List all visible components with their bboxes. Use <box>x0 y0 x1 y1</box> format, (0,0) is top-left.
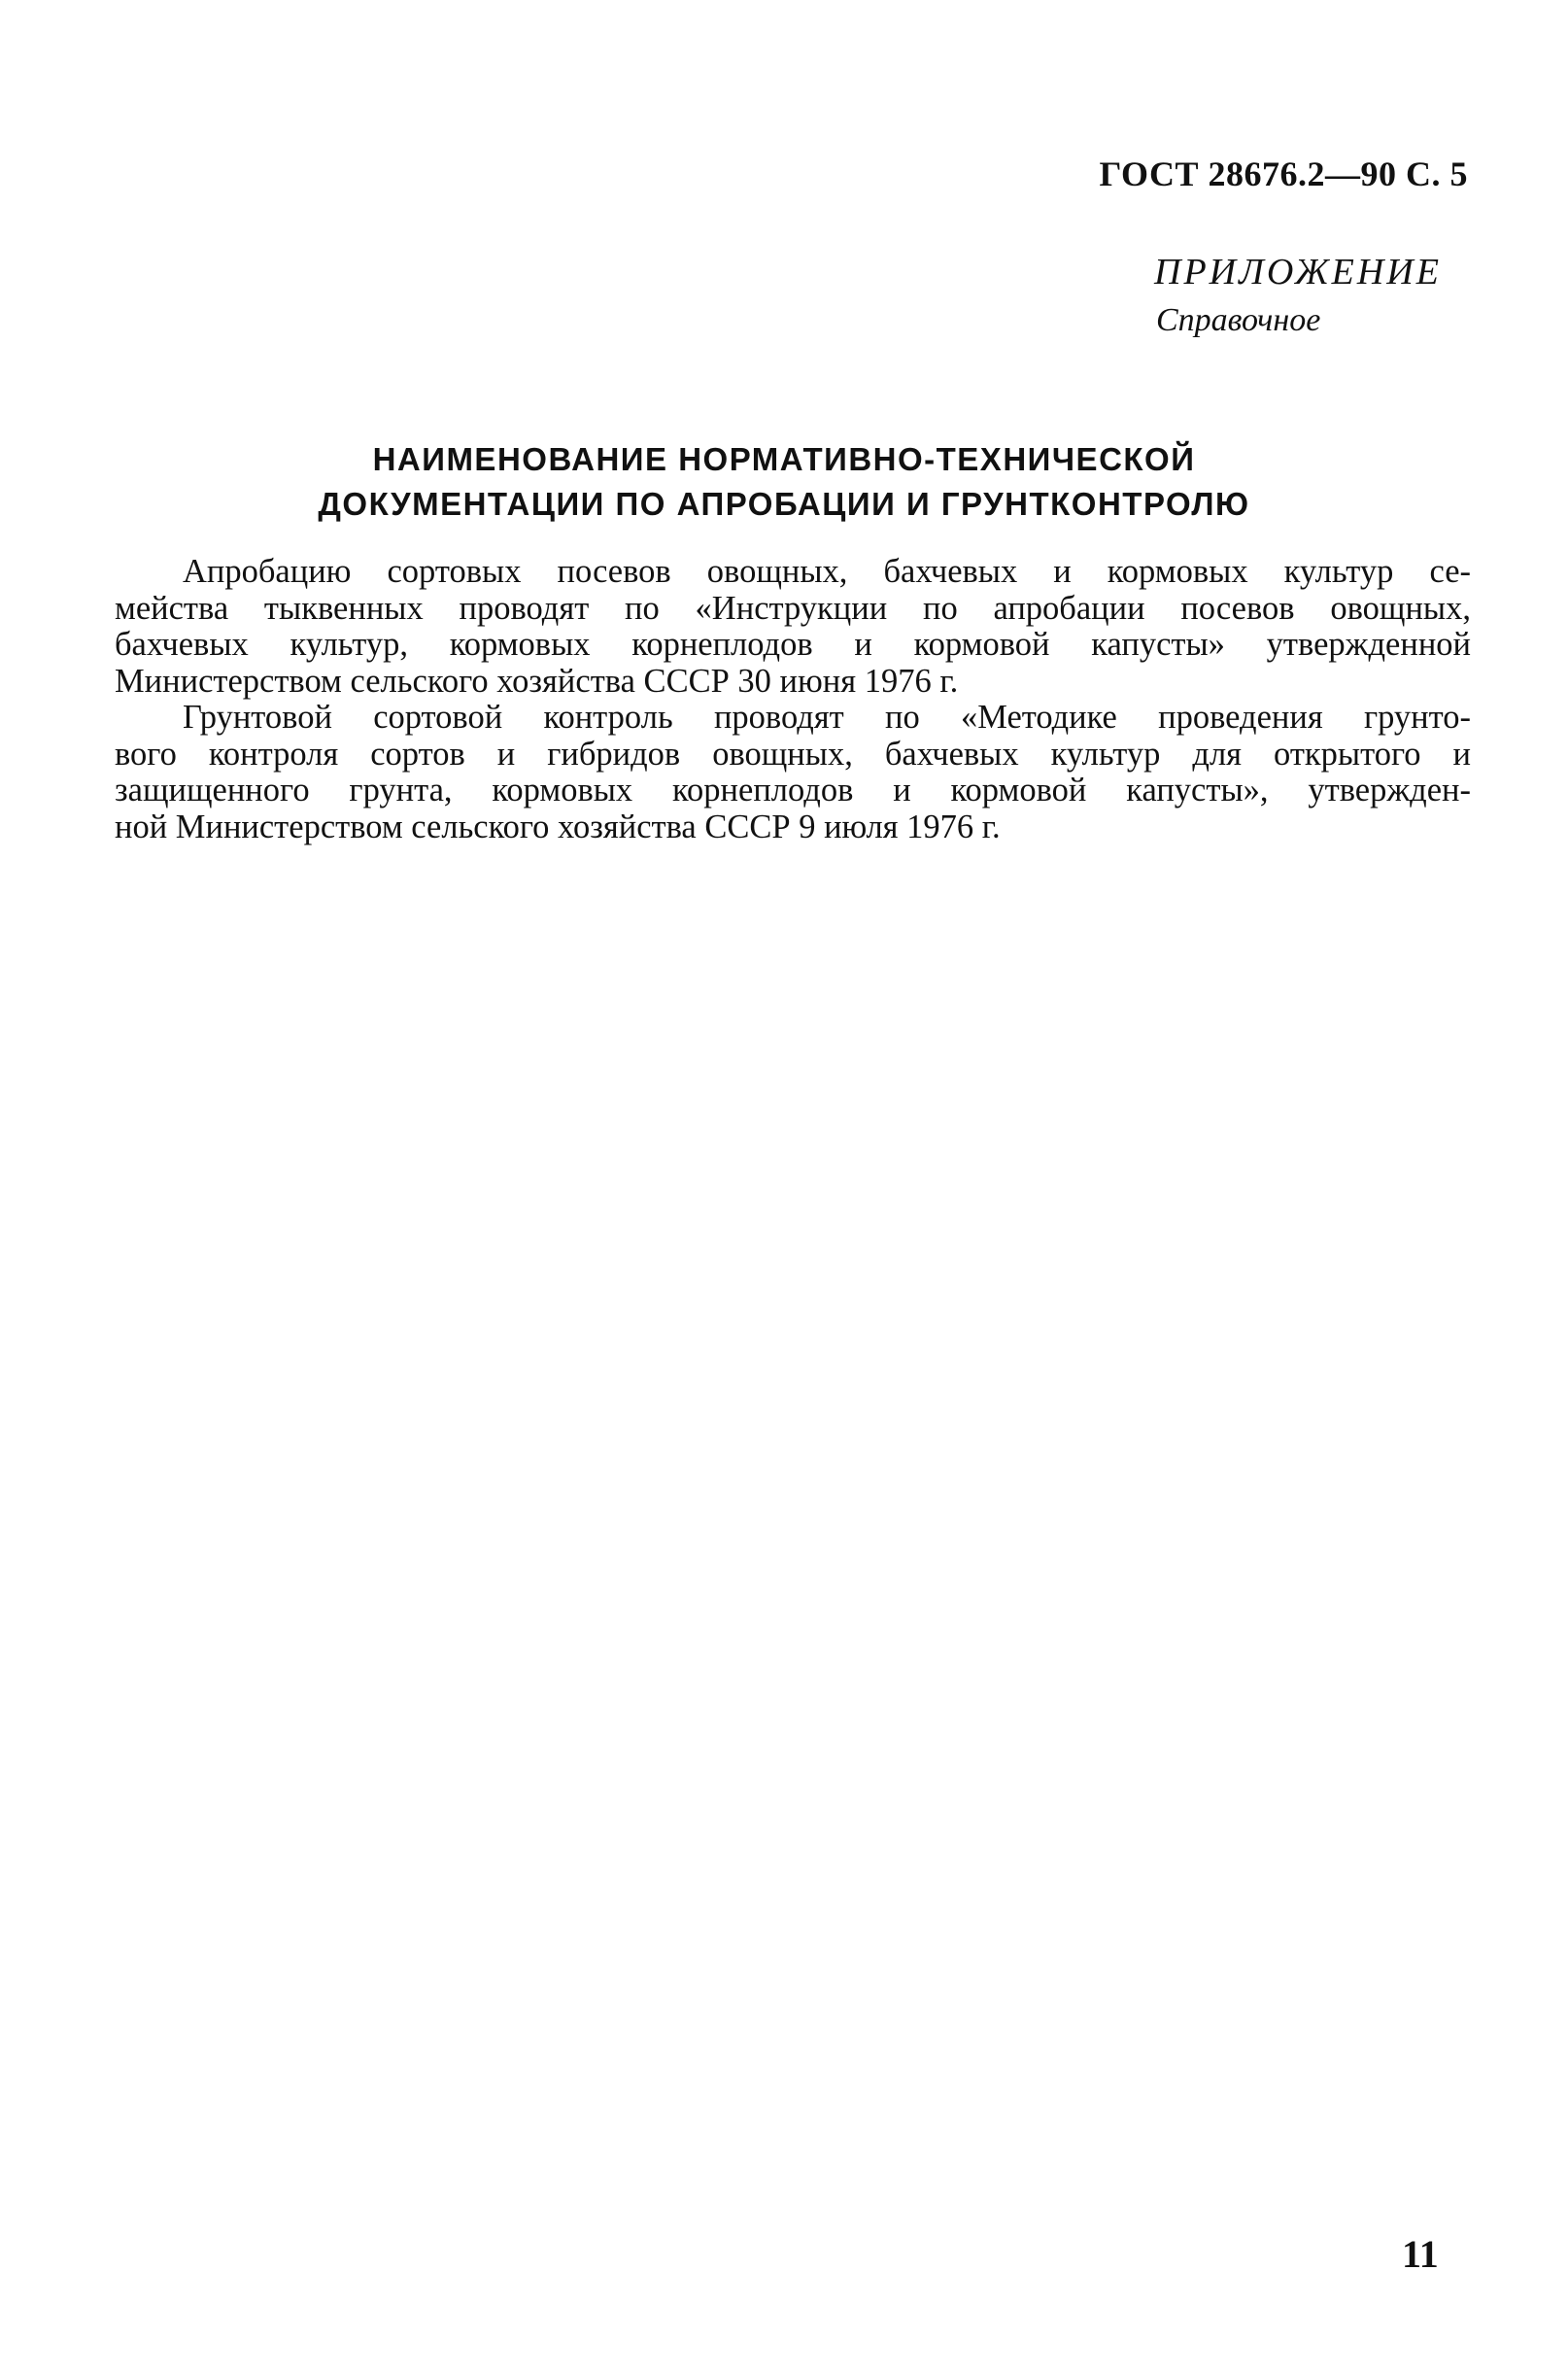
paragraph-line: ной Министерством сельского хозяйства СССР 9 июля 1976 г. <box>115 808 1001 845</box>
paragraph-ground-control <box>115 700 1471 845</box>
paragraph-line: мейства тыквенных проводят по «Инструкции по апробации посевов овощных, <box>115 589 1471 627</box>
paragraph-aprobation <box>115 554 1471 700</box>
paragraph-line: вого контроля сортов и гибридов овощных, бахчевых культур для открытого и <box>115 735 1471 773</box>
document-title-line: НАИМЕНОВАНИЕ НОРМАТИВНО-ТЕХНИЧЕСКОЙ <box>372 441 1196 477</box>
document-title-line: ДОКУМЕНТАЦИИ ПО АПРОБАЦИИ И ГРУНТКОНТРОЛЮ <box>318 486 1250 522</box>
paragraph-line: защищенного грунта, кормовых корнеплодов и кормовой капусты», утвержден- <box>115 772 1471 809</box>
appendix-title: ПРИЛОЖЕНИЕ <box>1154 252 1442 292</box>
paragraph-line: Грунтовой сортовой контроль проводят по «Методике проведения грунто- <box>183 699 1471 736</box>
standard-header: ГОСТ 28676.2—90 С. 5 <box>1099 155 1468 193</box>
paragraph-line: бахчевых культур, кормовых корнеплодов и кормовой капусты» утвержденной <box>115 626 1471 663</box>
document-title <box>115 437 1453 527</box>
paragraph-line: Министерством сельского хозяйства СССР 30 июня 1976 г. <box>115 662 959 700</box>
page-number: 11 <box>1402 2232 1439 2276</box>
body-text <box>115 554 1471 845</box>
appendix-label <box>1154 248 1442 345</box>
appendix-subtitle: Справочное <box>1156 302 1321 338</box>
paragraph-line: Апробацию сортовых посевов овощных, бахчевых и кормовых культур се- <box>183 553 1471 590</box>
